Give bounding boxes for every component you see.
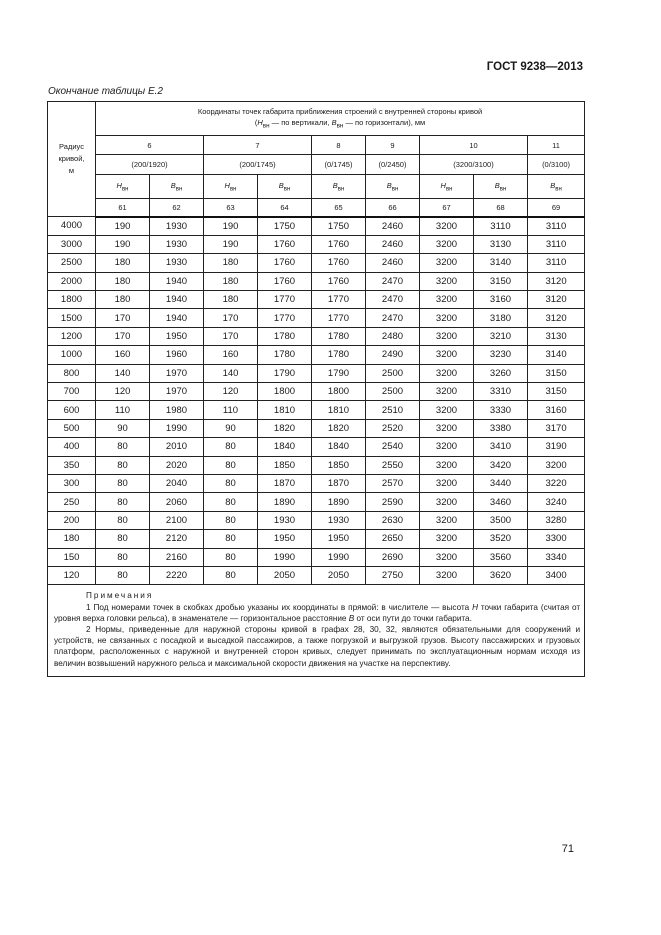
column-index: 61 — [96, 199, 150, 217]
value-cell: 1870 — [258, 474, 312, 492]
table-row — [48, 383, 585, 401]
value-cell: 1770 — [258, 309, 312, 327]
value-cell: 1870 — [312, 474, 366, 492]
table-row — [48, 401, 585, 419]
value-cell: 3200 — [420, 401, 474, 419]
value-cell: 170 — [96, 309, 150, 327]
value-cell: 2540 — [366, 438, 420, 456]
value-cell: 1950 — [258, 530, 312, 548]
value-cell: 2690 — [366, 548, 420, 566]
point-coords: (0/1745) — [312, 155, 366, 175]
note-1: 1 Под номерами точек в скобках дробью указаны их координаты в прямой: в числителе — высота H точки габарита (считая от уровня верха головки рельса), в знаменателе — горизонтальное расстояние B от оси пути до точки габарита. — [54, 602, 581, 623]
value-cell: 1990 — [150, 419, 204, 437]
value-cell: 1930 — [150, 217, 204, 236]
table-row — [48, 511, 585, 529]
value-cell: 1760 — [312, 254, 366, 272]
point-coords: (200/1920) — [96, 155, 204, 175]
value-cell: 1760 — [258, 235, 312, 253]
value-cell: 80 — [204, 548, 258, 566]
table-row — [48, 530, 585, 548]
value-cell: 1780 — [312, 327, 366, 345]
value-cell: 1780 — [312, 346, 366, 364]
table-row — [48, 438, 585, 456]
value-cell: 3200 — [420, 291, 474, 309]
value-cell: 3210 — [474, 327, 528, 345]
value-cell: 1850 — [258, 456, 312, 474]
value-cell: 3190 — [528, 438, 585, 456]
value-cell: 3440 — [474, 474, 528, 492]
value-cell: 3170 — [528, 419, 585, 437]
value-cell: 3180 — [474, 309, 528, 327]
table-row — [48, 364, 585, 382]
value-cell: 2020 — [150, 456, 204, 474]
value-cell: 3110 — [474, 217, 528, 236]
value-cell: 170 — [96, 327, 150, 345]
radius-cell: 4000 — [48, 217, 96, 236]
radius-cell: 600 — [48, 401, 96, 419]
value-cell: 190 — [204, 235, 258, 253]
value-cell: 2120 — [150, 530, 204, 548]
radius-cell: 1000 — [48, 346, 96, 364]
point-coords: (0/2450) — [366, 155, 420, 175]
value-cell: 1970 — [150, 383, 204, 401]
radius-cell: 700 — [48, 383, 96, 401]
value-cell: 2570 — [366, 474, 420, 492]
table-row — [48, 235, 585, 253]
value-cell: 3130 — [474, 235, 528, 253]
symbol-cell: $H_{вн}$ — [204, 175, 258, 199]
value-cell: 2060 — [150, 493, 204, 511]
value-cell: 80 — [96, 474, 150, 492]
value-cell: 90 — [204, 419, 258, 437]
value-cell: 1770 — [312, 291, 366, 309]
value-cell: 3200 — [420, 530, 474, 548]
value-cell: 1800 — [312, 383, 366, 401]
value-cell: 2010 — [150, 438, 204, 456]
value-cell: 190 — [204, 217, 258, 236]
value-cell: 120 — [204, 383, 258, 401]
value-cell: 2160 — [150, 548, 204, 566]
value-cell: 180 — [96, 254, 150, 272]
radius-cell: 150 — [48, 548, 96, 566]
point-coords: (3200/3100) — [420, 155, 528, 175]
value-cell: 1750 — [312, 217, 366, 236]
value-cell: 190 — [96, 217, 150, 236]
value-cell: 1940 — [150, 291, 204, 309]
column-index: 63 — [204, 199, 258, 217]
point-number: 9 — [366, 136, 420, 155]
value-cell: 2100 — [150, 511, 204, 529]
symbol-cell: $H_{вн}$ — [96, 175, 150, 199]
symbol-cell: $B_{вн}$ — [474, 175, 528, 199]
value-cell: 2630 — [366, 511, 420, 529]
table-row — [48, 548, 585, 566]
value-cell: 2490 — [366, 346, 420, 364]
table-row — [48, 272, 585, 290]
radius-cell: 250 — [48, 493, 96, 511]
column-index-row — [48, 199, 585, 217]
value-cell: 1970 — [150, 364, 204, 382]
point-number: 10 — [420, 136, 528, 155]
value-cell: 110 — [96, 401, 150, 419]
radius-cell: 1500 — [48, 309, 96, 327]
point-number-row — [48, 136, 585, 155]
value-cell: 3200 — [420, 309, 474, 327]
value-cell: 1930 — [150, 254, 204, 272]
column-index: 62 — [150, 199, 204, 217]
value-cell: 2470 — [366, 291, 420, 309]
value-cell: 80 — [204, 511, 258, 529]
radius-cell: 200 — [48, 511, 96, 529]
value-cell: 80 — [96, 511, 150, 529]
value-cell: 1770 — [312, 309, 366, 327]
column-index: 67 — [420, 199, 474, 217]
value-cell: 3200 — [420, 548, 474, 566]
value-cell: 180 — [204, 272, 258, 290]
table-row — [48, 309, 585, 327]
point-number: 11 — [528, 136, 585, 155]
value-cell: 3340 — [528, 548, 585, 566]
value-cell: 3260 — [474, 364, 528, 382]
value-cell: 3140 — [474, 254, 528, 272]
value-cell: 3110 — [528, 254, 585, 272]
value-cell: 3200 — [420, 235, 474, 253]
value-cell: 1810 — [312, 401, 366, 419]
radius-cell: 400 — [48, 438, 96, 456]
value-cell: 140 — [96, 364, 150, 382]
value-cell: 3200 — [420, 493, 474, 511]
value-cell: 80 — [96, 456, 150, 474]
value-cell: 2220 — [150, 566, 204, 584]
value-cell: 3300 — [528, 530, 585, 548]
table-row — [48, 566, 585, 584]
value-cell: 180 — [204, 291, 258, 309]
value-cell: 3410 — [474, 438, 528, 456]
value-cell: 3200 — [420, 438, 474, 456]
point-coords: (200/1745) — [204, 155, 312, 175]
table-row — [48, 254, 585, 272]
value-cell: 1820 — [312, 419, 366, 437]
value-cell: 1950 — [312, 530, 366, 548]
value-cell: 3160 — [528, 401, 585, 419]
value-cell: 180 — [204, 254, 258, 272]
value-cell: 160 — [96, 346, 150, 364]
value-cell: 2050 — [312, 566, 366, 584]
value-cell: 3120 — [528, 291, 585, 309]
table-row — [48, 346, 585, 364]
value-cell: 80 — [96, 548, 150, 566]
value-cell: 2500 — [366, 383, 420, 401]
value-cell: 170 — [204, 309, 258, 327]
value-cell: 80 — [204, 530, 258, 548]
notes-title: Примечания — [86, 591, 154, 601]
value-cell: 1790 — [312, 364, 366, 382]
value-cell: 1840 — [312, 438, 366, 456]
value-cell: 2460 — [366, 217, 420, 236]
value-cell: 1940 — [150, 272, 204, 290]
value-cell: 3620 — [474, 566, 528, 584]
value-cell: 3200 — [420, 364, 474, 382]
radius-cell: 2000 — [48, 272, 96, 290]
column-index: 64 — [258, 199, 312, 217]
value-cell: 90 — [96, 419, 150, 437]
value-cell: 1890 — [258, 493, 312, 511]
radius-cell: 350 — [48, 456, 96, 474]
value-cell: 1890 — [312, 493, 366, 511]
value-cell: 3500 — [474, 511, 528, 529]
value-cell: 3150 — [528, 364, 585, 382]
value-cell: 3200 — [420, 327, 474, 345]
value-cell: 3280 — [528, 511, 585, 529]
table-body — [48, 217, 585, 585]
notes-cell — [48, 585, 585, 676]
value-cell: 3520 — [474, 530, 528, 548]
value-cell: 1800 — [258, 383, 312, 401]
value-cell: 3230 — [474, 346, 528, 364]
value-cell: 80 — [96, 493, 150, 511]
value-cell: 1980 — [150, 401, 204, 419]
value-cell: 3160 — [474, 291, 528, 309]
value-cell: 140 — [204, 364, 258, 382]
value-cell: 2460 — [366, 254, 420, 272]
value-cell: 1950 — [150, 327, 204, 345]
value-cell: 1850 — [312, 456, 366, 474]
coordinates-header — [96, 102, 585, 136]
document-code: ГОСТ 9238—2013 — [486, 61, 583, 73]
table-row — [48, 474, 585, 492]
radius-cell: 1800 — [48, 291, 96, 309]
page-number: 71 — [561, 843, 574, 855]
point-number: 8 — [312, 136, 366, 155]
value-cell: 3240 — [528, 493, 585, 511]
radius-header: Радиус кривой, м — [48, 102, 96, 217]
value-cell: 1840 — [258, 438, 312, 456]
symbol-cell: $B_{вн}$ — [528, 175, 585, 199]
value-cell: 1760 — [312, 235, 366, 253]
value-cell: 1930 — [150, 235, 204, 253]
table-row — [48, 291, 585, 309]
radius-cell: 3000 — [48, 235, 96, 253]
value-cell: 1810 — [258, 401, 312, 419]
clearance-table — [47, 101, 585, 677]
radius-cell: 2500 — [48, 254, 96, 272]
point-number: 6 — [96, 136, 204, 155]
value-cell: 1990 — [312, 548, 366, 566]
value-cell: 3200 — [420, 254, 474, 272]
value-cell: 3380 — [474, 419, 528, 437]
value-cell: 3200 — [420, 272, 474, 290]
value-cell: 2520 — [366, 419, 420, 437]
value-cell: 80 — [204, 456, 258, 474]
value-cell: 3110 — [528, 217, 585, 236]
value-cell: 1960 — [150, 346, 204, 364]
value-cell: 1930 — [312, 511, 366, 529]
radius-cell: 300 — [48, 474, 96, 492]
radius-cell: 180 — [48, 530, 96, 548]
table-row — [48, 493, 585, 511]
value-cell: 1770 — [258, 291, 312, 309]
value-cell: 2550 — [366, 456, 420, 474]
value-cell: 2480 — [366, 327, 420, 345]
value-cell: 2050 — [258, 566, 312, 584]
symbol-cell: $B_{вн}$ — [150, 175, 204, 199]
point-coords-row — [48, 155, 585, 175]
value-cell: 2650 — [366, 530, 420, 548]
point-coords: (0/3100) — [528, 155, 585, 175]
value-cell: 180 — [96, 272, 150, 290]
table-row — [48, 419, 585, 437]
coordinates-subtitle: ($H_{вн}$ — по вертикали, $B_{вн}$ — по горизонтали), мм — [254, 117, 426, 130]
value-cell: 3200 — [420, 474, 474, 492]
column-index: 69 — [528, 199, 585, 217]
value-cell: 3140 — [528, 346, 585, 364]
value-cell: 1780 — [258, 327, 312, 345]
column-index: 66 — [366, 199, 420, 217]
value-cell: 3200 — [420, 511, 474, 529]
point-number: 7 — [204, 136, 312, 155]
value-cell: 3120 — [528, 309, 585, 327]
value-cell: 180 — [96, 291, 150, 309]
value-cell: 170 — [204, 327, 258, 345]
radius-cell: 500 — [48, 419, 96, 437]
value-cell: 3120 — [528, 272, 585, 290]
value-cell: 3420 — [474, 456, 528, 474]
value-cell: 1940 — [150, 309, 204, 327]
value-cell: 3200 — [420, 217, 474, 236]
table-row — [48, 456, 585, 474]
radius-cell: 1200 — [48, 327, 96, 345]
symbol-cell: $B_{вн}$ — [366, 175, 420, 199]
value-cell: 3200 — [420, 419, 474, 437]
value-cell: 1780 — [258, 346, 312, 364]
value-cell: 190 — [96, 235, 150, 253]
value-cell: 3400 — [528, 566, 585, 584]
value-cell: 1990 — [258, 548, 312, 566]
value-cell: 1930 — [258, 511, 312, 529]
value-cell: 80 — [204, 493, 258, 511]
value-cell: 3310 — [474, 383, 528, 401]
value-cell: 2040 — [150, 474, 204, 492]
value-cell: 1760 — [258, 272, 312, 290]
value-cell: 3220 — [528, 474, 585, 492]
value-cell: 3200 — [420, 346, 474, 364]
symbol-cell: $B_{вн}$ — [258, 175, 312, 199]
value-cell: 160 — [204, 346, 258, 364]
value-cell: 80 — [96, 530, 150, 548]
value-cell: 80 — [204, 438, 258, 456]
coordinates-title: Координаты точек габарита приближения строений с внутренней стороны кривой — [197, 106, 483, 116]
value-cell: 2470 — [366, 272, 420, 290]
value-cell: 3200 — [420, 566, 474, 584]
value-cell: 3560 — [474, 548, 528, 566]
value-cell: 1820 — [258, 419, 312, 437]
value-cell: 3200 — [420, 383, 474, 401]
radius-cell: 120 — [48, 566, 96, 584]
table-row — [48, 217, 585, 236]
value-cell: 2460 — [366, 235, 420, 253]
value-cell: 80 — [204, 566, 258, 584]
value-cell: 120 — [96, 383, 150, 401]
value-cell: 3110 — [528, 235, 585, 253]
note-2: 2 Нормы, приведенные для наружной стороны кривой в графах 28, 30, 32, являются обязательными для сооружений и устройств, не связанных с посадкой и высадкой пассажиров, а также погрузкой и выгрузкой грузов. Высоту пассажирских и грузовых платформ, расположенных с наружной и внутренней сторон кривых, следует принимать по эксплуатационным нормам исходя из величин возвышений наружного рельса и максимальной скорости движения на участке на перспективу. — [54, 624, 581, 668]
symbol-cell: $B_{вн}$ — [312, 175, 366, 199]
value-cell: 1790 — [258, 364, 312, 382]
value-cell: 1760 — [312, 272, 366, 290]
value-cell: 3330 — [474, 401, 528, 419]
value-cell: 1750 — [258, 217, 312, 236]
symbol-row — [48, 175, 585, 199]
value-cell: 3130 — [528, 327, 585, 345]
value-cell: 3460 — [474, 493, 528, 511]
table-row — [48, 327, 585, 345]
value-cell: 2590 — [366, 493, 420, 511]
value-cell: 3200 — [420, 456, 474, 474]
radius-cell: 800 — [48, 364, 96, 382]
value-cell: 2470 — [366, 309, 420, 327]
value-cell: 110 — [204, 401, 258, 419]
value-cell: 80 — [96, 566, 150, 584]
symbol-cell: $H_{вн}$ — [420, 175, 474, 199]
value-cell: 80 — [204, 474, 258, 492]
value-cell: 3150 — [528, 383, 585, 401]
value-cell: 2750 — [366, 566, 420, 584]
column-index: 65 — [312, 199, 366, 217]
value-cell: 3200 — [528, 456, 585, 474]
value-cell: 80 — [96, 438, 150, 456]
column-index: 68 — [474, 199, 528, 217]
value-cell: 2500 — [366, 364, 420, 382]
value-cell: 1760 — [258, 254, 312, 272]
value-cell: 3150 — [474, 272, 528, 290]
table-caption: Окончание таблицы Е.2 — [48, 86, 163, 97]
value-cell: 2510 — [366, 401, 420, 419]
